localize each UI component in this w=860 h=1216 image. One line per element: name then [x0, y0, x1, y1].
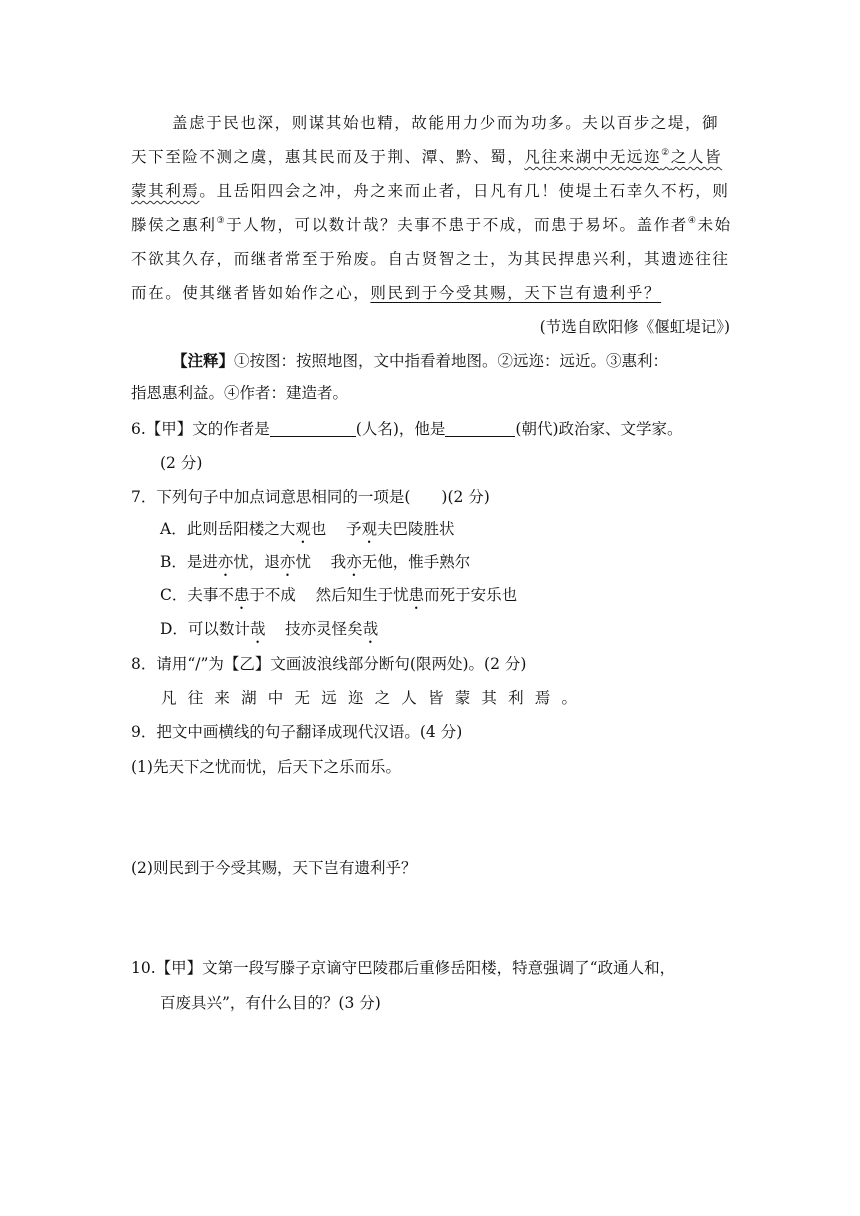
- option-a[interactable]: A．此则岳阳楼之大观也 予观夫巴陵胜状: [160, 520, 455, 538]
- passage-line-4: 滕侯之惠利③于人物，可以数计哉？夫事不患于不成，而患于易坏。盖作者④未始: [131, 216, 732, 234]
- question-9-sentence-2: (2)则民到于今受其赐，天下岂有遗利乎？: [131, 859, 417, 877]
- wavy-segment: 凡往来湖中无远迩②之人皆: [524, 148, 723, 166]
- passage-line-1: 盖虑于民也深，则谋其始也精，故能用力少而为功多。夫以百步之堤，御: [172, 114, 720, 132]
- question-10-line-1: 10.【甲】文第一段写滕子京谪守巴陵郡后重修岳阳楼，特意强调了“政通人和，: [131, 959, 676, 977]
- question-9-stem: 9．把文中画横线的句子翻译成现代汉语。(4 分): [131, 723, 463, 741]
- passage-line-3: 蒙其利焉。且岳阳四会之冲，舟之来而止者，日凡有几！使堤土石幸久不朽，则: [131, 182, 730, 200]
- passage-source: (节选自欧阳修《偃虹堤记》): [539, 318, 730, 336]
- passage-line-2: 天下至险不测之虞，惠其民而及于荆、潭、黔、蜀，凡往来湖中无远迩②之人皆: [131, 148, 723, 166]
- option-d[interactable]: D．可以数计哉 技亦灵怪矣哉: [160, 620, 379, 638]
- question-8-stem: 8．请用“/”为【乙】文画波浪线部分断句(限两处)。(2 分): [131, 655, 527, 673]
- wavy-segment-end: 蒙其利焉: [131, 182, 200, 200]
- notes-label: 【注释】: [172, 351, 235, 370]
- option-b[interactable]: B．是进亦忧，退亦忧 我亦无他，惟手熟尔: [160, 553, 471, 571]
- answer-blank-dynasty[interactable]: [445, 420, 515, 437]
- underlined-sentence: 则民到于今受其赐，天下岂有遗利乎？: [370, 284, 662, 302]
- passage-line-5: 不欲其久存，而继者常至于殆废。自古贤智之士，为其民捍患兴利，其遗迹往往: [131, 250, 730, 268]
- question-10-line-2: 百废具兴”，有什么目的？(3 分): [160, 994, 381, 1012]
- question-9-sentence-1: (1)先天下之忧而忧，后天下之乐而乐。: [131, 758, 401, 776]
- option-c[interactable]: C．夫事不患于不成 然后知生于忧患而死于安乐也: [160, 586, 518, 604]
- notes-line-1: 【注释】①按图：按照地图，文中指看着地图。②远迩：远近。③惠利：: [172, 351, 669, 370]
- question-8-text[interactable]: 凡往来湖中无远迩之人皆蒙其利焉。: [161, 689, 589, 707]
- question-6: 6.【甲】文的作者是 (人名)，他是 (朝代)政治家、文学家。: [131, 420, 683, 438]
- question-7-stem: 7．下列句子中加点词意思相同的一项是( )(2 分): [131, 488, 490, 506]
- answer-blank-author[interactable]: [270, 420, 356, 437]
- question-6-score: (2 分): [160, 454, 203, 472]
- passage-line-6: 而在。使其继者皆如始作之心，则民到于今受其赐，天下岂有遗利乎？: [131, 284, 662, 302]
- notes-line-2: 指恩惠利益。④作者：建造者。: [131, 384, 349, 402]
